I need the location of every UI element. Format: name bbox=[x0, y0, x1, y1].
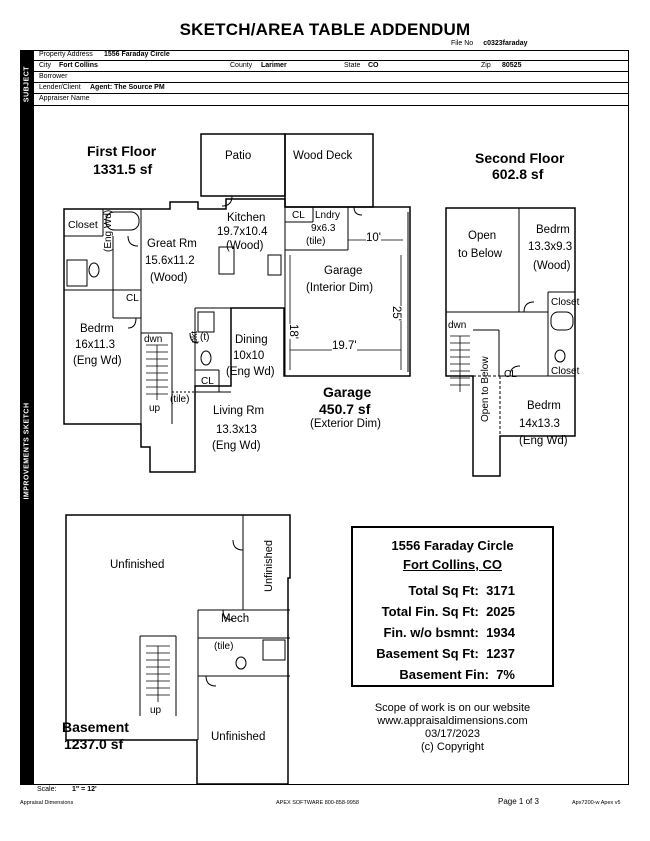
room-kitchen-floor: (Wood) bbox=[226, 240, 264, 252]
room-bedrm-dim: 16x11.3 bbox=[75, 339, 116, 351]
garage-interior: (Interior Dim) bbox=[306, 282, 374, 294]
room-lndry: Lndry bbox=[315, 210, 341, 221]
room-pkt: pkt bbox=[189, 330, 199, 343]
garage-dim-top: 10' bbox=[366, 232, 381, 244]
room-t: (t) bbox=[200, 332, 210, 343]
county-label: County bbox=[230, 62, 253, 69]
appraiser-label: Appraiser Name bbox=[39, 95, 90, 102]
room-kitchen-dim: 19.7x10.4 bbox=[217, 226, 268, 238]
stair-dwn: dwn bbox=[144, 334, 163, 345]
room-lndry-floor: (tile) bbox=[306, 236, 326, 247]
room-lndry-dim: 9x6.3 bbox=[311, 223, 336, 234]
room-open-below: to Below bbox=[458, 248, 503, 260]
second-floor-area: 602.8 sf bbox=[492, 166, 544, 182]
summary-row: Basement Fin: 7% bbox=[399, 667, 515, 682]
borrower-label: Borrower bbox=[39, 73, 68, 80]
stair-dwn-upper: dwn bbox=[448, 320, 467, 331]
property-address-label: Property Address bbox=[39, 51, 93, 58]
summary-row: Total Fin. Sq Ft: 2025 bbox=[381, 604, 515, 619]
state-value: CO bbox=[368, 62, 379, 69]
scope-notes bbox=[352, 702, 553, 754]
sketch-side-label: IMPROVEMENTS SKETCH bbox=[20, 117, 34, 785]
footer-software: APEX SOFTWARE 800-858-9958 bbox=[276, 800, 359, 806]
notes-copyright: (c) Copyright bbox=[421, 741, 484, 753]
garage-dim-right: 25' bbox=[390, 306, 402, 321]
lender-label: Lender/Client bbox=[39, 84, 81, 91]
room-tile-basement: (tile) bbox=[214, 641, 234, 652]
garage-area: 450.7 sf bbox=[319, 401, 371, 417]
summary-row: Fin. w/o bsmnt: 1934 bbox=[383, 625, 515, 640]
room-great-rm-floor: (Wood) bbox=[150, 272, 188, 284]
room-closet-upper-1: Closet bbox=[551, 297, 580, 308]
room-tile: (tile) bbox=[170, 394, 190, 405]
county-value: Larimer bbox=[261, 62, 287, 69]
first-floor-title: First Floor bbox=[87, 143, 157, 159]
page-title: SKETCH/AREA TABLE ADDENDUM bbox=[179, 20, 471, 39]
footer-company: Appraisal Dimensions bbox=[20, 800, 74, 806]
room-bedrm-upper-2-dim: 14x13.3 bbox=[519, 418, 560, 430]
summary-row: Total Sq Ft: 3171 bbox=[408, 583, 515, 598]
room-bedrm-upper-1-floor: (Wood) bbox=[533, 260, 571, 272]
room-cl-dining: CL bbox=[201, 376, 214, 387]
room-bedrm-upper-2: Bedrm bbox=[527, 400, 561, 412]
notes-date: 03/17/2023 bbox=[424, 728, 481, 740]
subject-side-label: SUBJECT bbox=[20, 50, 34, 117]
room-living-dim: 13.3x13 bbox=[216, 424, 257, 436]
basement-title: Basement bbox=[62, 719, 129, 735]
room-unfinished-2: Unfinished bbox=[211, 731, 266, 743]
room-cl-upper: CL bbox=[504, 369, 517, 380]
summary-row: Basement Sq Ft: 1237 bbox=[376, 646, 515, 661]
scale-value: 1" = 12' bbox=[72, 786, 97, 793]
garage-dim-bottom: 19.7' bbox=[332, 340, 357, 352]
deck-outline bbox=[285, 134, 373, 207]
notes-line-1: Scope of work is on our website bbox=[374, 702, 531, 714]
room-cl-bedrm: CL bbox=[126, 293, 139, 304]
patio-outline bbox=[201, 134, 285, 196]
footer-page: Page 1 of 3 bbox=[498, 797, 539, 806]
notes-website[interactable]: www.appraisaldimensions.com bbox=[377, 715, 528, 727]
summary-city: Fort Collins, CO bbox=[403, 557, 502, 572]
garage-dim-left: 18' bbox=[287, 324, 299, 339]
state-label: State bbox=[344, 62, 361, 69]
room-living-floor: (Eng Wd) bbox=[212, 440, 261, 452]
first-floor-area: 1331.5 sf bbox=[93, 161, 153, 177]
scale-label: Scale: bbox=[37, 786, 57, 793]
room-dining-dim: 10x10 bbox=[233, 350, 265, 362]
room-open: Open bbox=[468, 230, 497, 242]
room-patio: Patio bbox=[225, 150, 252, 162]
room-mech: Mech bbox=[221, 613, 250, 625]
summary-table bbox=[360, 580, 545, 685]
room-bedrm-upper-1: Bedrm bbox=[536, 224, 570, 236]
room-bedrm-upper-2-floor: (Eng Wd) bbox=[519, 435, 568, 447]
room-bedrm-upper-1-dim: 13.3x9.3 bbox=[528, 241, 573, 253]
room-unfinished-vertical: Unfinished bbox=[263, 540, 275, 592]
zip-value: 80525 bbox=[502, 62, 522, 69]
room-dining-floor: (Eng Wd) bbox=[226, 366, 275, 378]
room-great-rm: Great Rm bbox=[147, 238, 197, 250]
room-cl-laundry: CL bbox=[292, 210, 305, 221]
second-floor-title: Second Floor bbox=[475, 150, 565, 166]
garage-title: Garage bbox=[323, 384, 372, 400]
city-label: City bbox=[39, 62, 52, 69]
room-closet-upper-2: Closet bbox=[551, 366, 580, 377]
lender-value: Agent: The Source PM bbox=[90, 84, 165, 91]
room-unfinished-1: Unfinished bbox=[110, 559, 165, 571]
basement-area: 1237.0 sf bbox=[64, 736, 124, 752]
stair-up-basement: up bbox=[150, 705, 162, 716]
summary-address: 1556 Faraday Circle bbox=[391, 538, 514, 553]
room-living: Living Rm bbox=[213, 405, 265, 417]
property-address-value: 1556 Faraday Circle bbox=[104, 51, 170, 58]
footer-version: Apx7200-w Apex v5 bbox=[572, 800, 621, 806]
room-bedrm-floor: (Eng Wd) bbox=[73, 355, 122, 367]
stair-up: up bbox=[149, 403, 161, 414]
room-great-rm-dim: 15.6x11.2 bbox=[145, 255, 195, 267]
room-dining: Dining bbox=[235, 334, 268, 346]
zip-label: Zip bbox=[481, 62, 491, 69]
room-closet: Closet bbox=[68, 219, 98, 231]
garage-exterior: (Exterior Dim) bbox=[310, 418, 381, 430]
city-value: Fort Collins bbox=[59, 62, 98, 69]
room-open-to-below-vertical: Open to Below bbox=[480, 356, 491, 422]
garage-label: Garage bbox=[324, 265, 363, 277]
room-wood-deck: Wood Deck bbox=[293, 150, 353, 162]
room-kitchen: Kitchen bbox=[227, 212, 266, 224]
room-eng-wd-vertical: (Eng Wd) bbox=[103, 209, 114, 252]
file-no-value: c0323faraday bbox=[483, 40, 528, 47]
file-no-label: File No bbox=[451, 40, 474, 47]
room-bedrm: Bedrm bbox=[80, 323, 114, 335]
